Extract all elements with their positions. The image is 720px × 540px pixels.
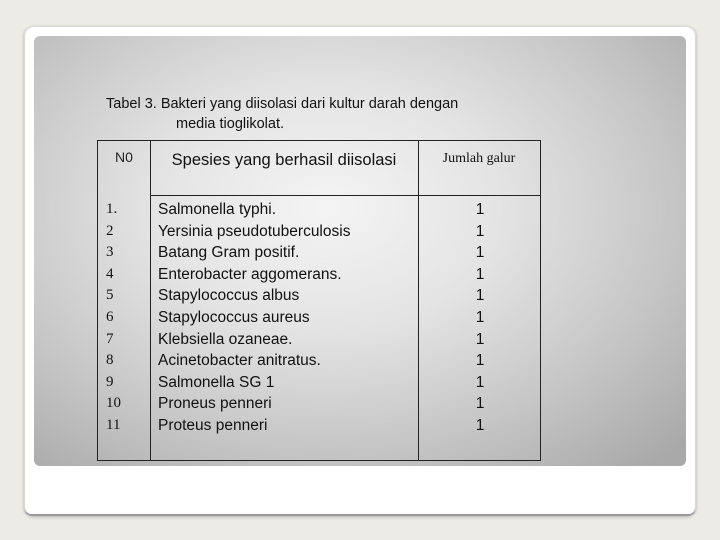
row-count: 1	[475, 373, 485, 391]
row-no: 4	[106, 265, 114, 282]
column-divider	[150, 141, 151, 460]
bacteria-table	[97, 140, 541, 461]
row-no: 5	[106, 287, 114, 304]
header-no: N0	[115, 149, 133, 165]
header-divider	[150, 195, 540, 196]
row-species: Salmonella typhi.	[158, 201, 277, 218]
row-count: 1	[475, 308, 485, 326]
caption-line-2: media tioglikolat.	[176, 116, 284, 132]
row-species: Acinetobacter anitratus.	[158, 352, 321, 370]
row-no: 7	[106, 330, 114, 347]
row-species: Salmonella SG 1	[158, 373, 275, 391]
row-no: 2	[106, 222, 114, 239]
table-caption	[106, 94, 458, 134]
column-count	[418, 199, 542, 437]
row-count: 1	[475, 201, 485, 218]
row-species: Proneus penneri	[158, 395, 272, 413]
row-species: Yersinia pseudotuberculosis	[158, 222, 351, 240]
row-species: Batang Gram positif.	[158, 244, 300, 262]
row-count: 1	[475, 287, 485, 305]
row-no: 1.	[106, 201, 118, 217]
row-species: Enterobacter aggomerans.	[158, 265, 342, 283]
row-count: 1	[475, 222, 485, 240]
row-species: Stapylococcus aureus	[158, 308, 310, 326]
row-no: 6	[106, 308, 114, 325]
header-count: Jumlah galur	[442, 151, 516, 166]
column-species	[158, 199, 416, 437]
row-species: Stapylococcus albus	[158, 287, 300, 305]
row-species: Proteus penneri	[158, 416, 268, 434]
header-species: Spesies yang berhasil diisolasi	[171, 151, 397, 169]
slide-bottom-border	[24, 508, 696, 516]
caption-line-1: Tabel 3. Bakteri yang diisolasi dari kultur darah dengan	[106, 96, 459, 112]
row-count: 1	[475, 265, 485, 283]
row-count: 1	[475, 352, 485, 370]
row-no: 11	[106, 416, 121, 433]
row-count: 1	[475, 395, 485, 413]
row-species: Klebsiella ozaneae.	[158, 330, 293, 348]
row-no: 3	[106, 244, 114, 261]
column-no	[106, 199, 150, 437]
row-count: 1	[475, 244, 485, 262]
row-count: 1	[475, 416, 485, 434]
row-no: 8	[106, 352, 114, 369]
row-no: 10	[106, 395, 121, 412]
row-no: 9	[106, 373, 114, 390]
row-count: 1	[475, 330, 485, 348]
